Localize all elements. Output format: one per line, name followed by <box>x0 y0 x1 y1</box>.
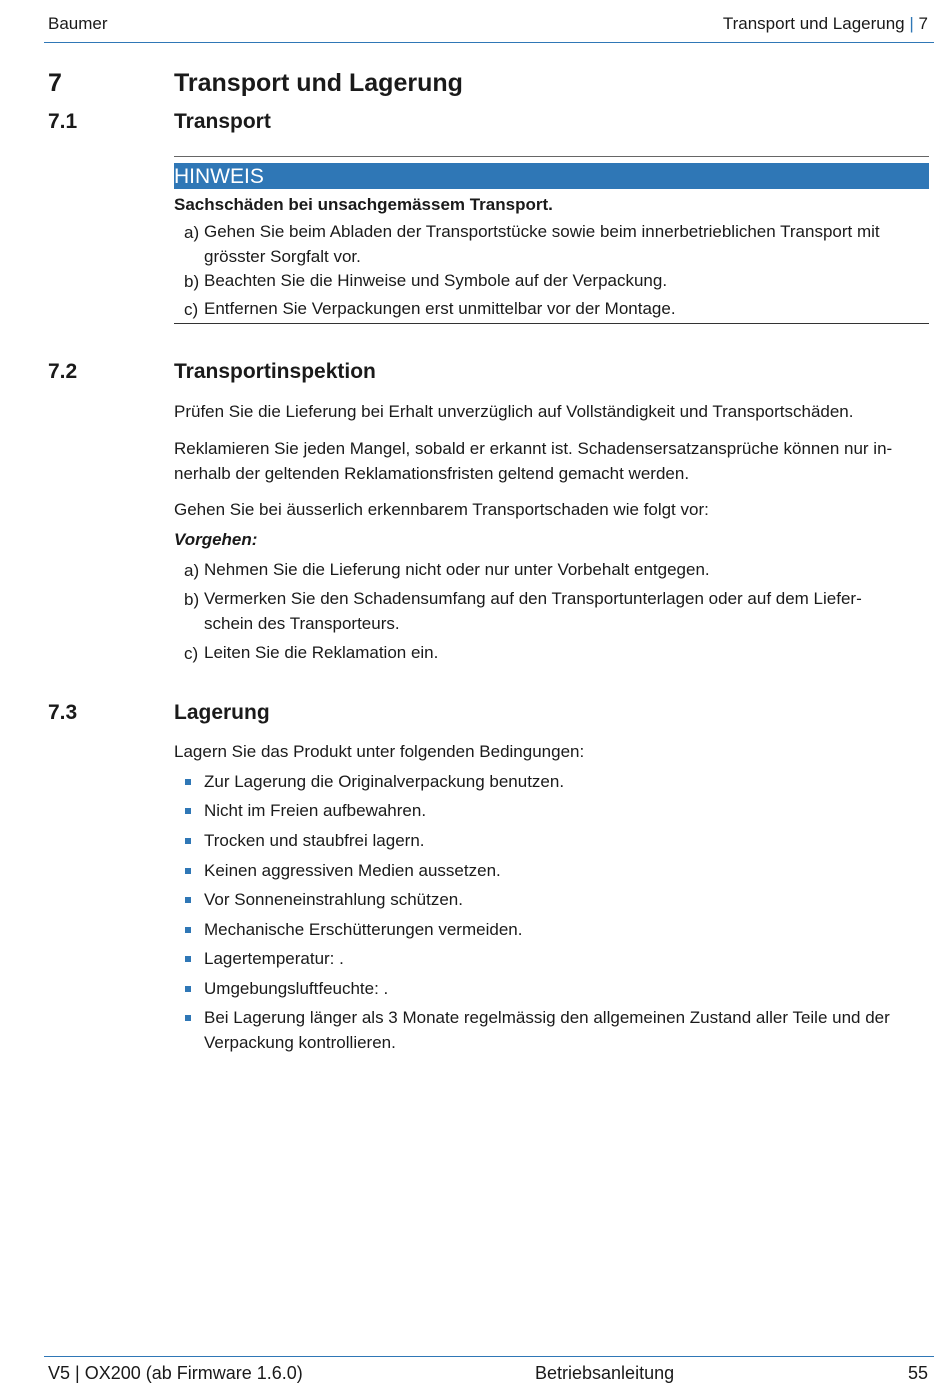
list-item: Keinen aggressiven Medien aussetzen. <box>204 861 501 880</box>
section-7-1-title: Transport <box>174 110 271 133</box>
bullet-icon <box>185 868 191 874</box>
step-label: b) <box>184 590 200 609</box>
notice-heading: Sachschäden bei unsachgemässem Transport. <box>174 195 553 214</box>
header-chapter-title: Transport und Lagerung <box>722 14 905 33</box>
bullet-icon <box>185 779 191 785</box>
bullet-icon <box>185 808 191 814</box>
list-item: Nicht im Freien aufbewahren. <box>204 801 427 820</box>
procedure-label: Vorgehen: <box>174 530 258 549</box>
notice-item-text: Beachten Sie die Hinweise und Symbole auf der Verpackung. <box>204 271 668 290</box>
list-item: Mechanische Erschütterungen vermeiden. <box>204 920 523 939</box>
list-item: Vor Sonneneinstrahlung schützen. <box>204 890 463 909</box>
paragraph: Lagern Sie das Produkt unter folgenden Bedingungen: <box>174 742 585 761</box>
section-7-2-number: 7.2 <box>48 360 78 383</box>
section-7-3-title: Lagerung <box>174 701 270 724</box>
paragraph: Gehen Sie bei äusserlich erkennbarem Transportschaden wie folgt vor: <box>174 500 709 519</box>
notice-label: HINWEIS <box>174 163 929 189</box>
header-company: Baumer <box>48 14 108 33</box>
header-separator: | <box>909 14 914 33</box>
notice-item-text: Entfernen Sie Verpackungen erst unmittelbar vor der Montage. <box>204 299 676 318</box>
footer-rule <box>44 1356 934 1357</box>
section-7-3-number: 7.3 <box>48 701 78 724</box>
header-rule <box>44 42 934 43</box>
paragraph: Reklamieren Sie jeden Mangel, sobald er erkannt ist. Schadensersatzansprüche können nur in- nerhalb der geltenden Reklamationsfristen geltend gemacht werden. <box>174 439 893 483</box>
list-item: Umgebungsluftfeuchte: . <box>204 979 389 998</box>
step-text: Nehmen Sie die Lieferung nicht oder nur unter Vorbehalt entgegen. <box>204 560 710 579</box>
bullet-icon <box>185 956 191 962</box>
notice-bottom-rule <box>174 323 929 324</box>
bullet-icon <box>185 897 191 903</box>
chapter-title: Transport und Lagerung <box>174 69 463 97</box>
header-chapter-number: 7 <box>918 14 928 33</box>
step-label: c) <box>184 644 199 663</box>
bullet-icon <box>185 838 191 844</box>
notice-item-label: c) <box>184 300 199 319</box>
footer-doc-type: Betriebsanleitung <box>535 1363 675 1383</box>
bullet-icon <box>185 927 191 933</box>
list-item: Lagertemperatur: . <box>204 949 344 968</box>
step-text: Vermerken Sie den Schadensumfang auf den Transportunterlagen oder auf dem Liefer- schein des Transporteurs. <box>204 589 862 633</box>
notice-item-label: a) <box>184 223 200 242</box>
notice-top-rule <box>174 156 929 157</box>
list-item: Bei Lagerung länger als 3 Monate regelmässig den allgemeinen Zustand aller Teile und der Verpackung kontrollieren. <box>204 1008 890 1052</box>
page-number: 55 <box>907 1363 928 1383</box>
step-text: Leiten Sie die Reklamation ein. <box>204 643 439 662</box>
chapter-number: 7 <box>48 69 62 97</box>
notice-item-label: b) <box>184 272 200 291</box>
list-item: Trocken und staubfrei lagern. <box>204 831 425 850</box>
section-7-1-number: 7.1 <box>48 110 78 133</box>
bullet-icon <box>185 1015 191 1021</box>
paragraph: Prüfen Sie die Lieferung bei Erhalt unverzüglich auf Vollständigkeit und Transportschäden. <box>174 402 854 421</box>
header-chapter <box>723 14 928 34</box>
section-7-2-title: Transportinspektion <box>174 360 376 383</box>
bullet-icon <box>185 986 191 992</box>
notice-item-text: Gehen Sie beim Abladen der Transportstücke sowie beim innerbetrieblichen Transport mit grösster Sorgfalt vor. <box>204 222 880 266</box>
step-label: a) <box>184 561 200 580</box>
footer-version: V5 | OX200 (ab Firmware 1.6.0) <box>48 1363 303 1383</box>
list-item: Zur Lagerung die Originalverpackung benutzen. <box>204 772 565 791</box>
